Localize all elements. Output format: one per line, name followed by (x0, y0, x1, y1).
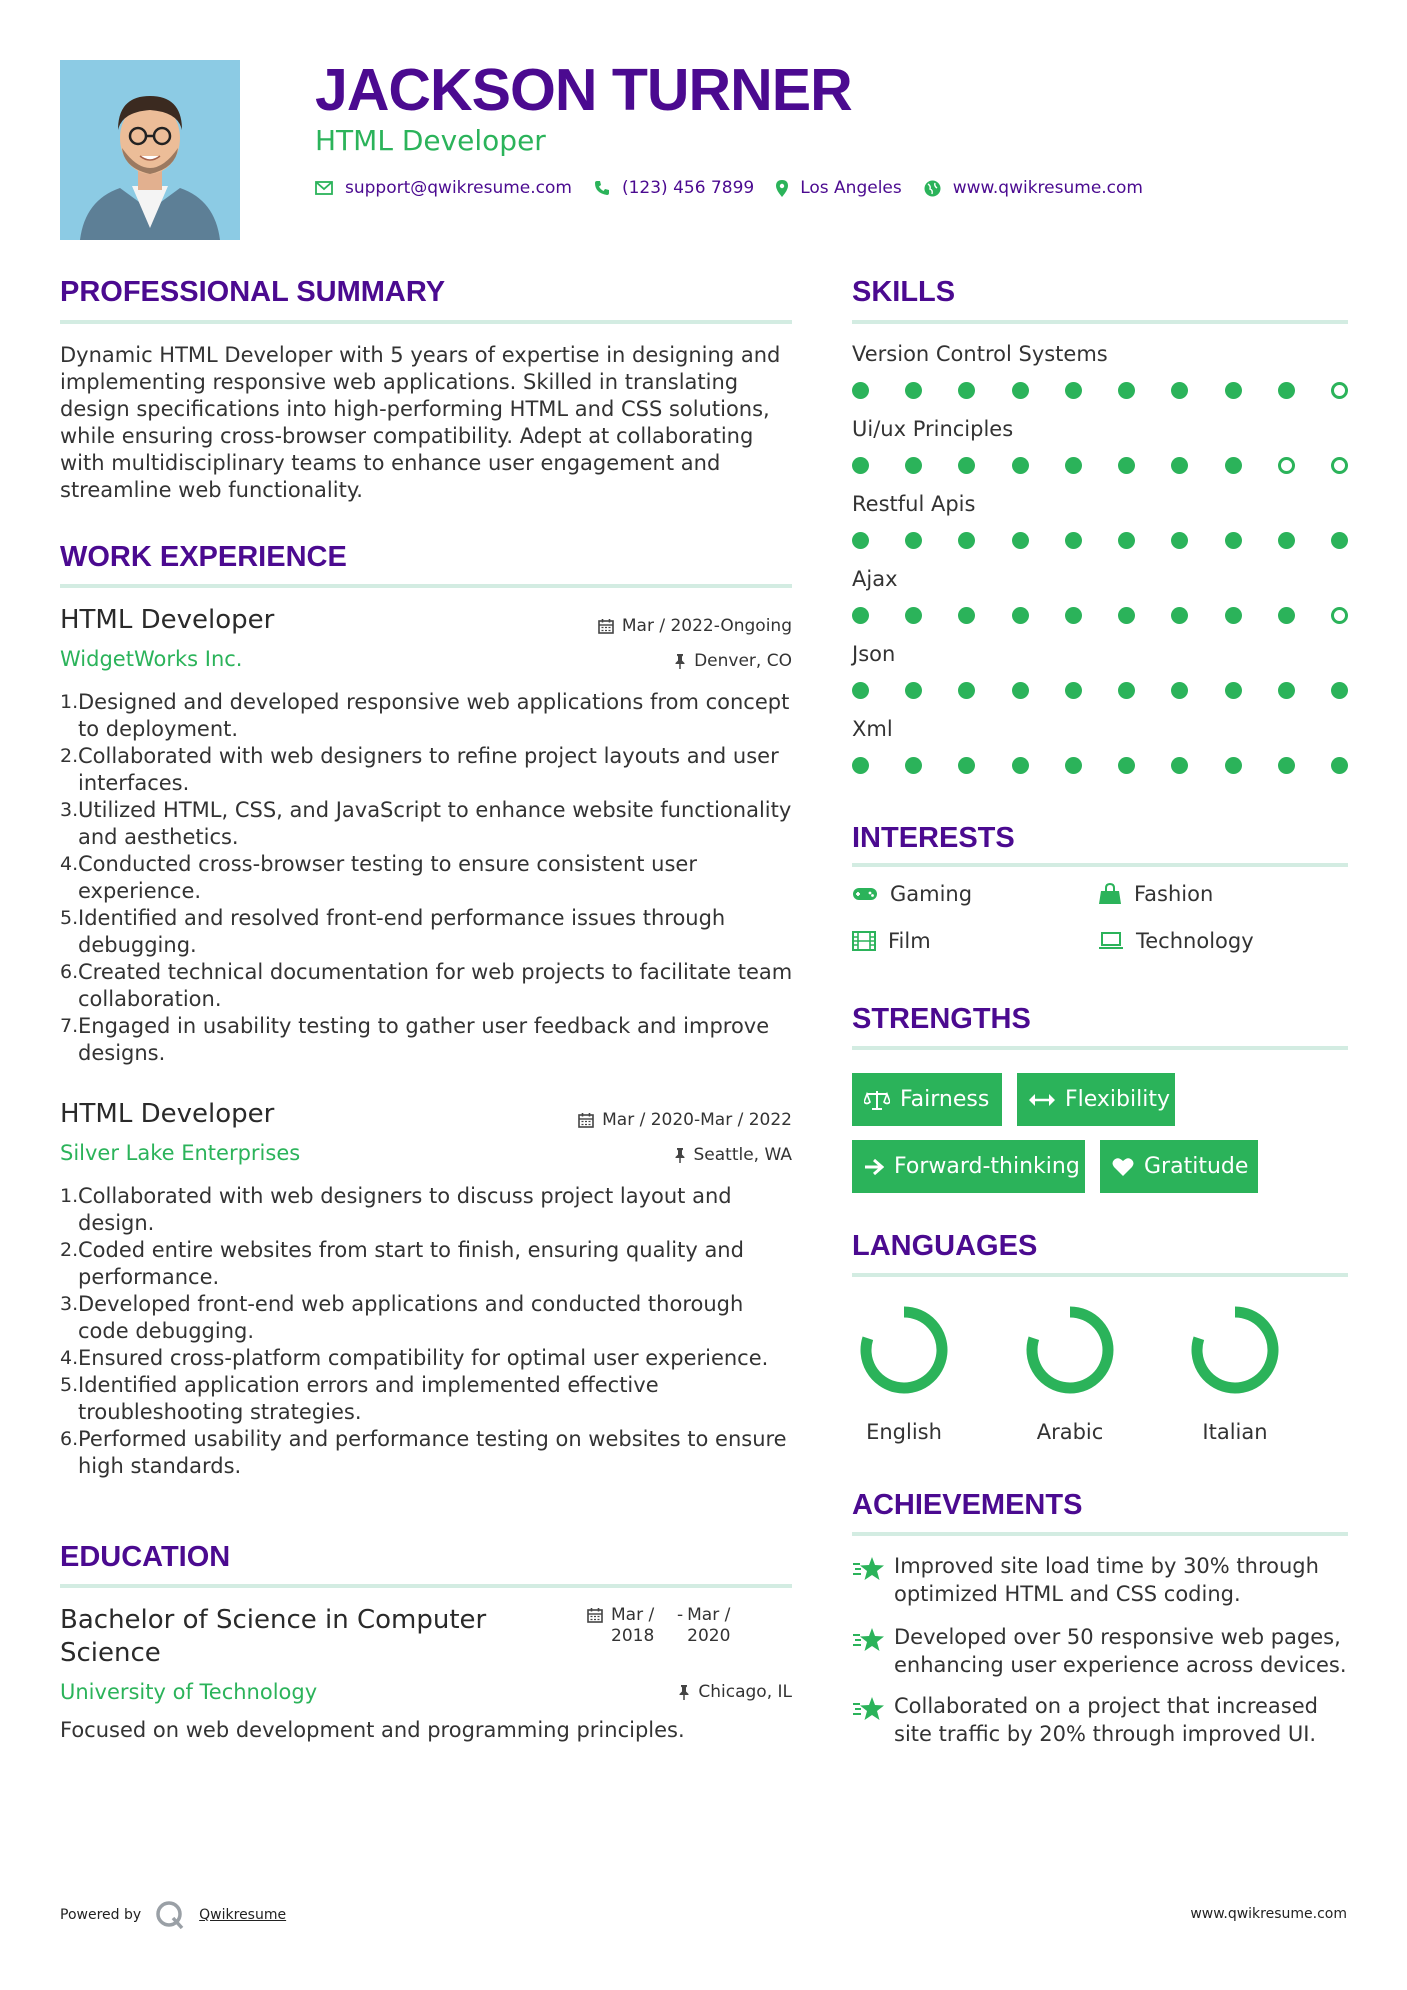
languages-rule (852, 1273, 1348, 1277)
interest-item (852, 929, 931, 953)
contact-location: Los Angeles (800, 178, 902, 198)
skill-dot-filled (1171, 682, 1188, 699)
summary-heading: PROFESSIONAL SUMMARY (60, 276, 446, 308)
globe-icon (924, 180, 941, 197)
gamepad-icon (852, 886, 878, 902)
experience-heading: WORK EXPERIENCE (60, 541, 347, 573)
skill-dot-filled (958, 757, 975, 774)
strength-label: Flexibility (1065, 1087, 1170, 1112)
job-title: HTML Developer (60, 605, 275, 635)
job-bullets (60, 1183, 800, 1480)
skill-dot-filled (1171, 532, 1188, 549)
interest-label: Gaming (890, 882, 973, 906)
education-heading: EDUCATION (60, 1541, 231, 1573)
achievement-text: Collaborated on a project that increased site traffic by 20% through improved UI. (894, 1694, 1318, 1746)
star-icon (852, 1626, 894, 1658)
skill-dot-filled (1171, 757, 1188, 774)
heart-icon (1112, 1157, 1134, 1177)
company-name: WidgetWorks Inc. (60, 647, 243, 671)
job-dates (578, 1110, 792, 1130)
skill-rating (852, 682, 1348, 702)
interest-label: Fashion (1134, 882, 1214, 906)
skill-dot-filled (1118, 607, 1135, 624)
phone-icon (594, 180, 610, 196)
strength-label: Gratitude (1144, 1154, 1249, 1179)
skill-name: Xml (852, 717, 893, 741)
skill-dot-filled (1065, 757, 1082, 774)
skill-dot-filled (1331, 532, 1348, 549)
arrows-horizontal-icon (1029, 1093, 1055, 1107)
achievement-item (852, 1623, 1352, 1679)
strength-badge (1100, 1140, 1258, 1193)
interest-item (852, 882, 972, 906)
skill-name: Version Control Systems (852, 342, 1108, 366)
language-item (1175, 1300, 1295, 1444)
skill-dot-filled (1118, 757, 1135, 774)
skill-name: Ajax (852, 567, 898, 591)
skill-dot-filled (1225, 607, 1242, 624)
list-item: 7. Engaged in usability testing to gather user feedback and improve designs. (60, 1014, 770, 1065)
skill-rating (852, 607, 1348, 627)
skill-dot-filled (958, 382, 975, 399)
skill-dot-filled (905, 757, 922, 774)
qwikresume-logo-icon (155, 1900, 185, 1930)
list-item: 3. Developed front-end web applications and conducted thorough code debugging. (60, 1292, 744, 1343)
language-progress-ring (1185, 1300, 1285, 1400)
pushpin-icon (674, 1147, 686, 1163)
strengths-heading: STRENGTHS (852, 1003, 1031, 1035)
skill-dot-empty (1331, 382, 1348, 399)
skill-dot-filled (1065, 682, 1082, 699)
list-item: 4. Ensured cross-platform compatibility for optimal user experience. (60, 1346, 769, 1370)
education-location (678, 1682, 792, 1702)
education-start: Mar / 2018 (611, 1605, 655, 1646)
strength-label: Fairness (900, 1087, 990, 1112)
contact-email[interactable]: support@qwikresume.com (345, 178, 572, 198)
skill-rating (852, 532, 1348, 552)
job-location-text: Denver, CO (694, 651, 792, 671)
powered-by-label: Powered by (60, 1907, 142, 1923)
list-item: 4. Conducted cross-browser testing to ensure consistent user experience. (60, 852, 697, 903)
skill-dot-filled (958, 682, 975, 699)
language-progress-ring (1020, 1300, 1120, 1400)
skill-dot-filled (1118, 682, 1135, 699)
skill-dot-empty (1331, 607, 1348, 624)
skill-dot-filled (958, 457, 975, 474)
strength-badge (852, 1073, 1002, 1126)
pushpin-icon (678, 1684, 690, 1700)
skill-dot-filled (852, 457, 869, 474)
skill-dot-filled (958, 607, 975, 624)
skill-dot-empty (1331, 457, 1348, 474)
achievement-text: Developed over 50 responsive web pages, enhancing user experience across devices. (894, 1625, 1347, 1677)
interest-label: Technology (1136, 929, 1254, 953)
skill-dot-filled (1118, 457, 1135, 474)
skill-dot-filled (1065, 457, 1082, 474)
skills-rule (852, 320, 1348, 324)
calendar-icon (578, 1112, 594, 1128)
job-dates-text: Mar / 2020-Mar / 2022 (602, 1110, 792, 1130)
list-item: 6. Created technical documentation for web projects to facilitate team collaboration. (60, 960, 793, 1011)
strength-badge (852, 1140, 1085, 1193)
summary-rule (60, 320, 792, 324)
contact-website[interactable]: www.qwikresume.com (952, 178, 1143, 198)
skill-dot-filled (1278, 682, 1295, 699)
skill-dot-filled (1065, 382, 1082, 399)
list-item: 2. Coded entire websites from start to finish, ensuring quality and performance. (60, 1238, 744, 1289)
job-location (674, 651, 792, 671)
achievements-heading: ACHIEVEMENTS (852, 1489, 1083, 1521)
skill-dot-filled (1171, 382, 1188, 399)
education-end: Mar / 2020 (687, 1605, 731, 1646)
skill-dot-filled (1171, 607, 1188, 624)
achievement-item (852, 1552, 1352, 1608)
skill-dot-filled (1012, 382, 1029, 399)
skill-name: Json (852, 642, 896, 666)
education-location-text: Chicago, IL (698, 1682, 792, 1702)
balance-scale-icon (864, 1089, 890, 1111)
skill-name: Restful Apis (852, 492, 976, 516)
skill-dot-filled (905, 682, 922, 699)
school-name: University of Technology (60, 1680, 318, 1704)
strength-label: Forward-thinking (894, 1154, 1080, 1179)
date-separator: - (677, 1605, 684, 1625)
skill-dot-filled (1225, 682, 1242, 699)
skill-dot-filled (905, 457, 922, 474)
skill-name: Ui/ux Principles (852, 417, 1014, 441)
list-item: 6. Performed usability and performance testing on websites to ensure high standards. (60, 1427, 787, 1478)
achievement-text: Improved site load time by 30% through optimized HTML and CSS coding. (894, 1554, 1319, 1606)
contact-bar (315, 178, 1165, 198)
skill-dot-filled (1225, 457, 1242, 474)
profile-photo (60, 60, 240, 240)
languages-heading: LANGUAGES (852, 1230, 1038, 1262)
skill-dot-filled (905, 382, 922, 399)
job-title: HTML Developer (60, 1099, 275, 1129)
skill-dot-filled (1331, 682, 1348, 699)
skill-dot-filled (852, 757, 869, 774)
skill-dot-filled (1012, 682, 1029, 699)
skill-rating (852, 757, 1348, 777)
skill-dot-filled (1118, 532, 1135, 549)
calendar-icon (598, 618, 614, 634)
language-name: English (866, 1420, 942, 1444)
job-dates-text: Mar / 2022-Ongoing (621, 616, 792, 636)
skill-dot-filled (852, 532, 869, 549)
skill-dot-filled (1278, 532, 1295, 549)
skill-dot-filled (958, 532, 975, 549)
achievement-item (852, 1692, 1352, 1748)
skill-dot-filled (1012, 457, 1029, 474)
skill-dot-filled (1225, 532, 1242, 549)
list-item: 5. Identified application errors and implemented effective troubleshooting strategies. (60, 1373, 659, 1424)
candidate-name: JACKSON TURNER (315, 57, 852, 123)
skill-dot-empty (1278, 457, 1295, 474)
candidate-title: HTML Developer (315, 124, 546, 157)
skill-rating (852, 382, 1348, 402)
skill-dot-filled (852, 607, 869, 624)
skill-dot-filled (852, 682, 869, 699)
laptop-icon (1098, 932, 1124, 950)
skill-dot-filled (1278, 607, 1295, 624)
achievements-rule (852, 1532, 1348, 1536)
language-item (844, 1300, 964, 1444)
language-name: Italian (1202, 1420, 1268, 1444)
language-item (1010, 1300, 1130, 1444)
skill-dot-filled (1012, 757, 1029, 774)
interest-item (1098, 929, 1254, 953)
interest-item (1098, 882, 1213, 906)
language-progress-ring (854, 1300, 954, 1400)
skill-dot-filled (1065, 532, 1082, 549)
footer-website[interactable]: www.qwikresume.com (1190, 1906, 1347, 1922)
list-item: 3. Utilized HTML, CSS, and JavaScript to enhance website functionality and aesthetics. (60, 798, 792, 849)
experience-rule (60, 584, 792, 588)
skill-dot-filled (905, 532, 922, 549)
skill-dot-filled (1331, 757, 1348, 774)
summary-text: Dynamic HTML Developer with 5 years of expertise in designing and implementing responsive web applications. Skilled in translating design specifications into high-performing HTML and CSS solutions, while ensuring cross-browser compatibility. Adept at collaborating with multidisciplinary teams to enhance user engagement and streamline web functionality. (60, 343, 781, 502)
calendar-icon (587, 1607, 603, 1623)
job-dates (598, 616, 792, 636)
skill-dot-filled (1225, 382, 1242, 399)
map-marker-icon (776, 180, 788, 197)
skill-dot-filled (1012, 607, 1029, 624)
footer-powered-by (60, 1900, 286, 1930)
skill-dot-filled (1012, 532, 1029, 549)
education-dates (587, 1605, 749, 1647)
education-rule (60, 1584, 792, 1588)
envelope-icon (315, 181, 333, 195)
arrow-right-icon (864, 1158, 884, 1176)
language-name: Arabic (1036, 1420, 1104, 1444)
interest-label: Film (888, 929, 931, 953)
list-item: 1. Designed and developed responsive web applications from concept to deployment. (60, 690, 790, 741)
skills-heading: SKILLS (852, 276, 956, 308)
skill-dot-filled (1118, 382, 1135, 399)
list-item: 2. Collaborated with web designers to refine project layouts and user interfaces. (60, 744, 779, 795)
pushpin-icon (674, 653, 686, 669)
interests-rule (852, 863, 1348, 867)
skill-dot-filled (1278, 382, 1295, 399)
skill-dot-filled (1278, 757, 1295, 774)
skill-dot-filled (1065, 607, 1082, 624)
qwikresume-link[interactable]: Qwikresume (199, 1907, 287, 1923)
job-bullets (60, 689, 800, 1067)
job-location-text: Seattle, WA (693, 1145, 792, 1165)
interests-heading: INTERESTS (852, 822, 1015, 854)
shopping-bag-icon (1098, 883, 1122, 905)
skill-dot-filled (905, 607, 922, 624)
star-icon (852, 1555, 894, 1587)
strengths-rule (852, 1046, 1348, 1050)
skill-dot-filled (1171, 457, 1188, 474)
job-location (674, 1145, 793, 1165)
skill-dot-filled (852, 382, 869, 399)
company-name: Silver Lake Enterprises (60, 1141, 301, 1165)
strength-badge (1017, 1073, 1175, 1126)
list-item: 1. Collaborated with web designers to discuss project layout and design. (60, 1184, 732, 1235)
film-icon (852, 931, 876, 951)
education-degree: Bachelor of Science in Computer Science (60, 1605, 487, 1668)
contact-phone[interactable]: (123) 456 7899 (621, 178, 755, 198)
skill-dot-filled (1225, 757, 1242, 774)
list-item: 5. Identified and resolved front-end performance issues through debugging. (60, 906, 726, 957)
star-icon (852, 1695, 894, 1727)
skill-rating (852, 457, 1348, 477)
education-description: Focused on web development and programming principles. (60, 1718, 685, 1742)
